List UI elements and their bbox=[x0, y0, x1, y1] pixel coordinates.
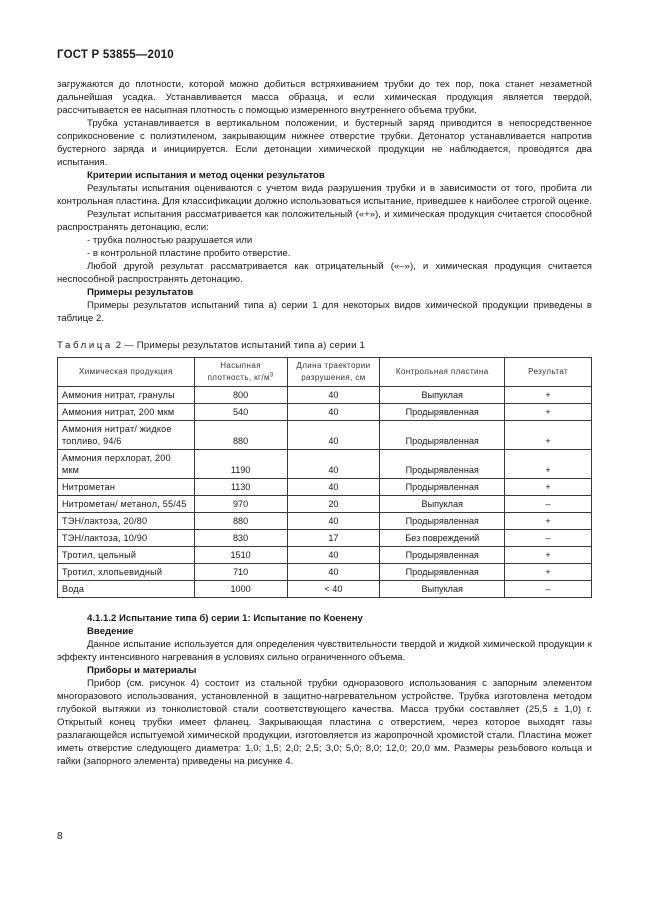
paragraph: Прибор (см. рисунок 4) состоит из стальной трубки одноразового использования с запорным элементом многоразового использования, установленной в защитно-нагревательном устройстве. Трубка изготовлена методом глубокой вытяжки из тонколистовой стали соответствующего качества. Масса трубки составляет (25,5 ± 1,0) г. Открытый конец трубки имеет фланец. Закрывающая пластина с отверстием, через которое выходят газы разлагающейся испытуемой химической продукции, изготовляется из жаропрочной хромистой стали. Пластина может иметь отверстие следующего диаметра: 1,0; 1,5; 2,0; 2,5; 3,0; 5,0; 8,0; 12,0; 20,0 мм. Размеры резьбового кольца и гайки (запорного элемента) приведены на рисунке 4. bbox=[57, 678, 592, 767]
subheading-examples: Примеры результатов bbox=[87, 287, 194, 298]
header-result: Результат bbox=[505, 358, 592, 387]
header-product: Химическая продукция bbox=[58, 358, 195, 387]
cell-length: 40 bbox=[287, 387, 380, 404]
table-caption-text: 2 — Примеры результатов испытаний типа а) серии 1 bbox=[112, 340, 366, 351]
cell-density: 880 bbox=[194, 421, 287, 450]
cell-density: 1130 bbox=[194, 479, 287, 496]
cell-product: ТЭН/лактоза, 10/90 bbox=[58, 530, 195, 547]
table-row bbox=[58, 421, 592, 450]
cell-product: Аммония перхлорат, 200 мкм bbox=[58, 450, 195, 479]
paragraph: загружаются до плотности, которой можно добиться встряхиванием трубки до тех пор, пока станет незаметной дальнейшая усадка. Устанавливается масса образца, и если химическая продукция является твердой, рассчитывается ее насыпная плотность с помощью измеренного внутреннего объема трубки. bbox=[57, 79, 592, 116]
cell-plate: Выпуклая bbox=[380, 496, 505, 513]
cell-product: ТЭН/лактоза, 20/80 bbox=[58, 513, 195, 530]
list-item: - трубка полностью разрушается или bbox=[87, 235, 253, 246]
page-number: 8 bbox=[57, 831, 63, 842]
table-row bbox=[58, 547, 592, 564]
cell-density: 1190 bbox=[194, 450, 287, 479]
table-row bbox=[58, 581, 592, 598]
cell-length: 40 bbox=[287, 404, 380, 421]
cell-plate: Продырявленная bbox=[380, 513, 505, 530]
document-header: ГОСТ Р 53855—2010 bbox=[57, 49, 174, 61]
table-row bbox=[58, 404, 592, 421]
header-length: Длина траектории разрушения, см bbox=[287, 358, 380, 387]
cell-plate: Продырявленная bbox=[380, 479, 505, 496]
paragraph: Примеры результатов испытаний типа а) серии 1 для некоторых видов химической продукции приведены в таблице 2. bbox=[57, 300, 592, 324]
cell-product: Аммония нитрат/ жидкое топливо, 94/6 bbox=[58, 421, 195, 450]
cell-result: + bbox=[505, 404, 592, 421]
subheading-criteria: Критерии испытания и метод оценки результатов bbox=[87, 170, 325, 181]
cell-length: 40 bbox=[287, 547, 380, 564]
cell-result: – bbox=[505, 530, 592, 547]
cell-density: 970 bbox=[194, 496, 287, 513]
cell-length: 40 bbox=[287, 421, 380, 450]
header-density-sup: 3 bbox=[269, 372, 274, 379]
cell-result: – bbox=[505, 581, 592, 598]
cell-result: + bbox=[505, 421, 592, 450]
cell-result: + bbox=[505, 387, 592, 404]
table-row bbox=[58, 479, 592, 496]
cell-product: Тротил, хлопьевидный bbox=[58, 564, 195, 581]
cell-product: Вода bbox=[58, 581, 195, 598]
list-item: - в контрольной пластине пробито отверстие. bbox=[87, 248, 291, 259]
cell-plate: Продырявленная bbox=[380, 564, 505, 581]
cell-length: 17 bbox=[287, 530, 380, 547]
header-plate: Контрольная пластина bbox=[380, 358, 505, 387]
cell-product: Нитрометан bbox=[58, 479, 195, 496]
paragraph: Результат испытания рассматривается как положительный («+»), и химическая продукция считается способной распространять детонацию, если: bbox=[57, 209, 592, 233]
cell-product: Аммония нитрат, гранулы bbox=[58, 387, 195, 404]
cell-length: 20 bbox=[287, 496, 380, 513]
cell-density: 800 bbox=[194, 387, 287, 404]
section-title: 4.1.1.2 Испытание типа б) серии 1: Испытание по Коенену bbox=[87, 613, 363, 624]
cell-result: + bbox=[505, 564, 592, 581]
table-row bbox=[58, 564, 592, 581]
subheading-devices: Приборы и материалы bbox=[87, 665, 197, 676]
cell-plate: Выпуклая bbox=[380, 581, 505, 598]
cell-product: Аммония нитрат, 200 мкм bbox=[58, 404, 195, 421]
table-header-row bbox=[58, 358, 592, 387]
cell-length: 40 bbox=[287, 564, 380, 581]
cell-plate: Продырявленная bbox=[380, 404, 505, 421]
cell-plate: Продырявленная bbox=[380, 547, 505, 564]
paragraph: Результаты испытания оцениваются с учетом вида разрушения трубки и в зависимости от того, пробита ли контрольная пластина. Для классификации должно использоваться испытание, приведшее к наиболее строгой оценке. bbox=[57, 183, 592, 207]
table-row bbox=[58, 450, 592, 479]
subheading-intro: Введение bbox=[87, 626, 134, 637]
paragraph: Данное испытание используется для определения чувствительности твердой и жидкой химической продукции к эффекту интенсивного нагревания в условиях сильно ограниченного объема. bbox=[57, 639, 592, 663]
table-caption-label: Таблица bbox=[57, 340, 113, 351]
cell-length: < 40 bbox=[287, 581, 380, 598]
cell-density: 1000 bbox=[194, 581, 287, 598]
cell-result: + bbox=[505, 547, 592, 564]
results-table bbox=[57, 357, 592, 598]
table-row bbox=[58, 387, 592, 404]
cell-density: 710 bbox=[194, 564, 287, 581]
cell-product: Тротил, цельный bbox=[58, 547, 195, 564]
paragraph: Трубка устанавливается в вертикальном положении, и бустерный заряд приводится в непосредственное соприкосновение с полиэтиленом, закрывающим нижнее отверстие трубки. Детонатор устанавливается напротив бустерного заряда и инициируется. Если детонации химической продукции не наблюдается, проводятся два испытания. bbox=[57, 118, 592, 168]
cell-length: 40 bbox=[287, 479, 380, 496]
cell-length: 40 bbox=[287, 450, 380, 479]
cell-length: 40 bbox=[287, 513, 380, 530]
cell-plate: Продырявленная bbox=[380, 421, 505, 450]
cell-result: – bbox=[505, 496, 592, 513]
table-row bbox=[58, 513, 592, 530]
cell-plate: Продырявленная bbox=[380, 450, 505, 479]
cell-result: + bbox=[505, 450, 592, 479]
cell-result: + bbox=[505, 513, 592, 530]
cell-density: 880 bbox=[194, 513, 287, 530]
cell-plate: Выпуклая bbox=[380, 387, 505, 404]
cell-product: Нитрометан/ метанол, 55/45 bbox=[58, 496, 195, 513]
table-caption bbox=[57, 339, 592, 352]
cell-result: + bbox=[505, 479, 592, 496]
header-density bbox=[194, 358, 287, 387]
table-row bbox=[58, 496, 592, 513]
cell-density: 830 bbox=[194, 530, 287, 547]
page-content bbox=[57, 78, 592, 768]
table-row bbox=[58, 530, 592, 547]
paragraph: Любой другой результат рассматривается как отрицательный («–»), и химическая продукция считается неспособной распространять детонацию. bbox=[57, 261, 592, 285]
header-density-text: Насыпная плотность, кг/м bbox=[207, 361, 270, 382]
cell-density: 1510 bbox=[194, 547, 287, 564]
cell-density: 540 bbox=[194, 404, 287, 421]
cell-plate: Без повреждений bbox=[380, 530, 505, 547]
